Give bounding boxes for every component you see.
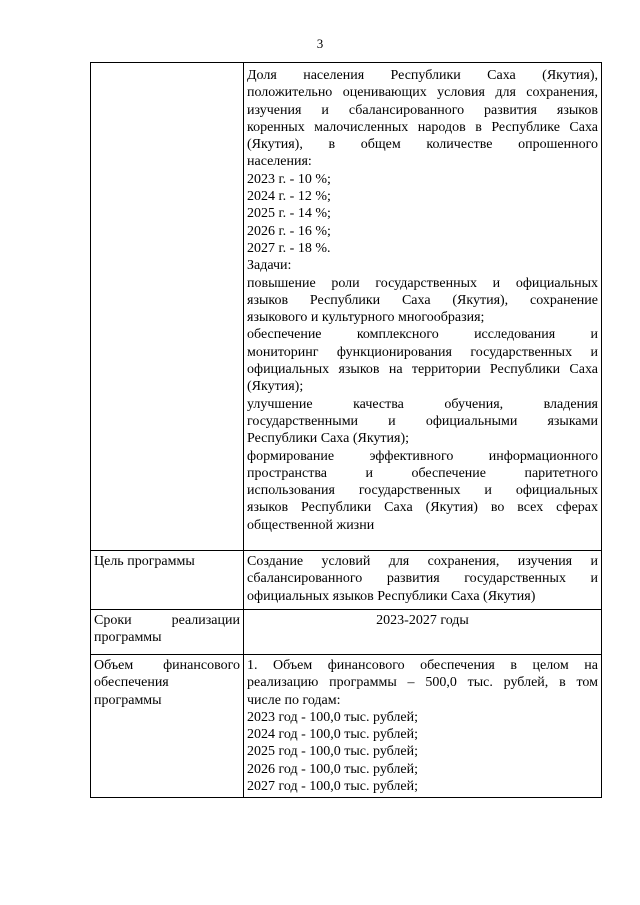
table-row-period — [91, 610, 602, 655]
task-line: использования государственных и официальных — [247, 483, 598, 499]
funding-year: 2027 год - 100,0 тыс. рублей; — [247, 779, 419, 795]
indicators-cell — [244, 63, 602, 551]
funding-label-line: программы — [94, 692, 162, 708]
table-row-goal — [91, 551, 602, 610]
indicator-year: 2027 г. - 18 %. — [247, 240, 331, 256]
goal-label-text: Цель программы — [94, 554, 195, 569]
period-value-cell — [244, 610, 602, 655]
funding-line: 1. Объем финансового обеспечения в целом на — [247, 658, 598, 673]
funding-value-cell — [244, 655, 602, 798]
indicator-line: Доля населения Республики Саха (Якутия), — [247, 68, 598, 83]
task-line: общественной жизни — [247, 517, 375, 533]
indicator-year: 2025 г. - 14 %; — [247, 206, 331, 222]
funding-line: числе по годам: — [247, 692, 341, 708]
table-row-funding — [91, 655, 602, 798]
funding-year: 2026 год - 100,0 тыс. рублей; — [247, 761, 419, 777]
indicator-line: коренных малочисленных народов в Республике Саха — [247, 119, 598, 135]
task-line: мониторинг функционирования государственных и — [247, 344, 598, 360]
funding-label-line: Объем финансового — [94, 658, 240, 673]
empty-label-cell — [91, 63, 244, 551]
tasks-heading: Задачи: — [247, 258, 292, 274]
funding-label-line: обеспечения — [94, 675, 169, 691]
indicator-line: населения: — [247, 154, 312, 170]
period-label — [91, 610, 244, 655]
period-label-line: Сроки реализации — [94, 613, 240, 628]
task-line: официальных языков на территории Республики Саха — [247, 362, 598, 378]
funding-label — [91, 655, 244, 798]
task-line: языкового и культурного многообразия; — [247, 310, 485, 326]
goal-line: официальных языков Республики Саха (Якутия) — [247, 588, 536, 604]
goal-value-cell — [244, 551, 602, 610]
indicator-line: положительно оценивающих условия для сохранения, — [247, 85, 598, 101]
goal-line: сбалансированного развития государственных и — [247, 571, 598, 587]
task-line: пространства и обеспечение паритетного — [247, 465, 598, 481]
task-line: формирование эффективного информационного — [247, 448, 598, 464]
indicator-year: 2024 г. - 12 %; — [247, 189, 331, 205]
page-number: 3 — [316, 36, 324, 51]
task-line: языков Республики Саха (Якутия) во всех сферах — [247, 500, 598, 516]
task-line: (Якутия); — [247, 379, 304, 395]
task-line: Республики Саха (Якутия); — [247, 431, 410, 447]
funding-year: 2024 год - 100,0 тыс. рублей; — [247, 727, 419, 743]
indicator-line: (Якутия), в общем количестве опрошенного — [247, 137, 598, 153]
task-line: обеспечение комплексного исследования и — [247, 327, 598, 343]
indicator-year: 2023 г. - 10 %; — [247, 171, 331, 187]
goal-label — [91, 551, 244, 610]
period-label-line: программы — [94, 630, 162, 646]
task-line: языков Республики Саха (Якутия), сохранение — [247, 292, 598, 308]
indicator-line: изучения и сбалансированного развития языков — [247, 102, 598, 118]
table-row-indicators — [91, 63, 602, 551]
funding-line: реализацию программы – 500,0 тыс. рублей, в том — [247, 675, 598, 691]
task-line: государственными и официальными языками — [247, 413, 598, 429]
goal-line: Создание условий для сохранения, изучения и — [247, 554, 598, 569]
task-line: повышение роли государственных и официальных — [247, 275, 598, 291]
funding-year: 2025 год - 100,0 тыс. рублей; — [247, 744, 419, 760]
indicator-year: 2026 г. - 16 %; — [247, 223, 331, 239]
passport-table — [90, 62, 602, 798]
task-line: улучшение качества обучения, владения — [247, 396, 598, 412]
period-value: 2023-2027 годы — [376, 613, 469, 628]
funding-year: 2023 год - 100,0 тыс. рублей; — [247, 709, 419, 725]
